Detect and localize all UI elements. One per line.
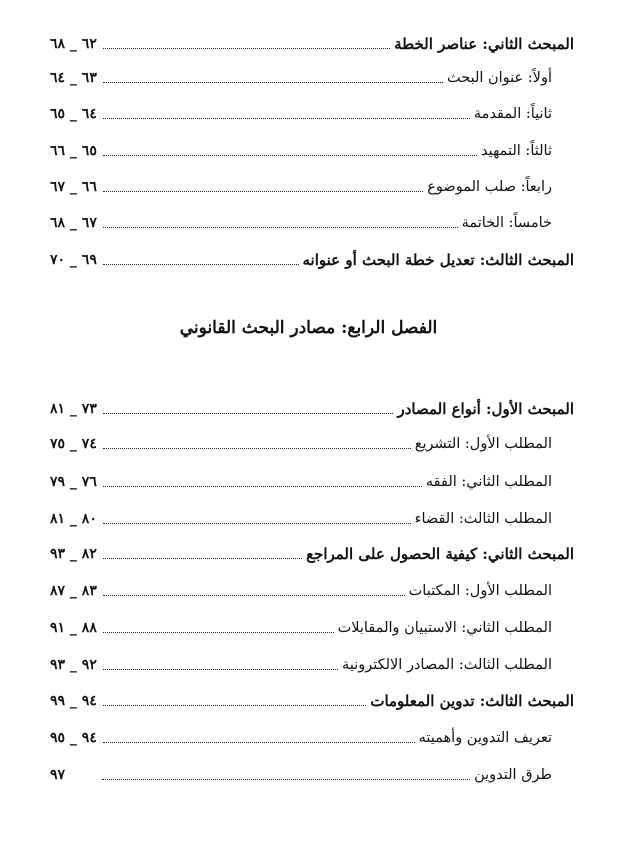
toc-entry xyxy=(50,503,574,529)
page-range: ٩٢ _ ٩٣ xyxy=(50,657,97,673)
entry-title: ثانياً: المقدمة xyxy=(473,106,552,122)
dot-leader xyxy=(102,779,470,780)
entry-title: المبحث الثالث: تعديل خطة البحث أو عنوانه xyxy=(302,251,574,269)
toc-entry xyxy=(50,466,574,492)
entry-title: المطلب الثالث: القضاء xyxy=(414,511,552,527)
entry-title: المطلب الثاني: الاستبيان والمقابلات xyxy=(337,620,552,636)
dot-leader xyxy=(103,82,443,83)
dot-leader xyxy=(103,191,423,192)
page-range: ٨٣ _ ٨٧ xyxy=(50,583,97,599)
entry-title: المطلب الثالث: المصادر الالكترونية xyxy=(342,657,552,673)
dot-leader xyxy=(103,595,405,596)
dot-leader xyxy=(103,118,470,119)
dot-leader xyxy=(103,523,411,524)
dot-leader xyxy=(103,632,334,633)
toc-entry xyxy=(50,98,574,124)
toc-entry xyxy=(50,207,574,233)
chapter-heading: الفصل الرابع: مصادر البحث القانوني xyxy=(179,318,438,338)
entry-title: المبحث الثاني: كيفية الحصول على المراجع xyxy=(306,545,574,563)
dot-leader xyxy=(103,669,338,670)
toc-entry xyxy=(50,135,574,161)
entry-title: المطلب الثاني: الفقه xyxy=(425,474,552,490)
page-range: ٦٩ _ ٧٠ xyxy=(50,252,97,268)
dot-leader xyxy=(103,558,302,559)
entry-title: خامساً: الخاتمة xyxy=(461,215,552,231)
toc-entry xyxy=(50,171,574,197)
toc-entry xyxy=(50,685,574,711)
entry-title: ثالثاً: التمهيد xyxy=(480,143,552,159)
dot-leader xyxy=(103,448,411,449)
toc-entry xyxy=(50,62,574,88)
toc-entry xyxy=(50,722,574,748)
entry-title: أولاً: عنوان البحث xyxy=(446,70,552,86)
page-range: ٦٤ _ ٦٥ xyxy=(50,106,97,122)
entry-title: المبحث الثاني: عناصر الخطة xyxy=(394,35,574,53)
toc-entry xyxy=(50,538,574,564)
toc-entry xyxy=(50,759,574,785)
entry-title: المطلب الأول: التشريع xyxy=(414,436,552,452)
page-range: ٨٢ _ ٩٣ xyxy=(50,546,97,562)
dot-leader xyxy=(103,48,390,49)
dot-leader xyxy=(103,486,422,487)
page-range: ٦٣ _ ٦٤ xyxy=(50,70,97,86)
toc-entry xyxy=(50,428,574,454)
dot-leader xyxy=(103,742,415,743)
page-range: ٦٥ _ ٦٦ xyxy=(50,143,97,159)
page-range: ٦٦ _ ٦٧ xyxy=(50,179,97,195)
page-range: ٨٨ _ ٩١ xyxy=(50,620,97,636)
dot-leader xyxy=(103,227,458,228)
entry-title: طرق التدوين xyxy=(474,767,552,783)
toc-entry xyxy=(50,393,574,419)
toc-entry xyxy=(50,575,574,601)
page-range: ٧٣ _ ٨١ xyxy=(50,401,97,417)
page-range: ٨٠ _ ٨١ xyxy=(50,511,97,527)
dot-leader xyxy=(103,155,477,156)
entry-title: المبحث الثالث: تدوين المعلومات xyxy=(370,692,574,710)
dot-leader xyxy=(103,264,299,265)
page-range: ٩٤ _ ٩٥ xyxy=(50,730,97,746)
page-range: ٧٦ _ ٧٩ xyxy=(50,474,97,490)
toc-entry xyxy=(50,28,574,54)
page-range: ٦٢ _ ٦٨ xyxy=(50,36,97,52)
dot-leader xyxy=(103,413,394,414)
toc-entry xyxy=(50,649,574,675)
toc-entry xyxy=(50,612,574,638)
toc-entry xyxy=(50,244,574,270)
page-range: ٦٧ _ ٦٨ xyxy=(50,215,97,231)
entry-title: المطلب الأول: المكتبات xyxy=(408,583,552,599)
entry-title: تعريف التدوين وأهميته xyxy=(418,730,552,746)
dot-leader xyxy=(103,705,366,706)
entry-title: رابعاً: صلب الموضوع xyxy=(427,179,552,195)
page-range: ٩٧ xyxy=(50,767,66,783)
page-range: ٧٤ _ ٧٥ xyxy=(50,436,97,452)
page-range: ٩٤ _ ٩٩ xyxy=(50,693,97,709)
entry-title: المبحث الأول: أنواع المصادر xyxy=(397,400,574,418)
